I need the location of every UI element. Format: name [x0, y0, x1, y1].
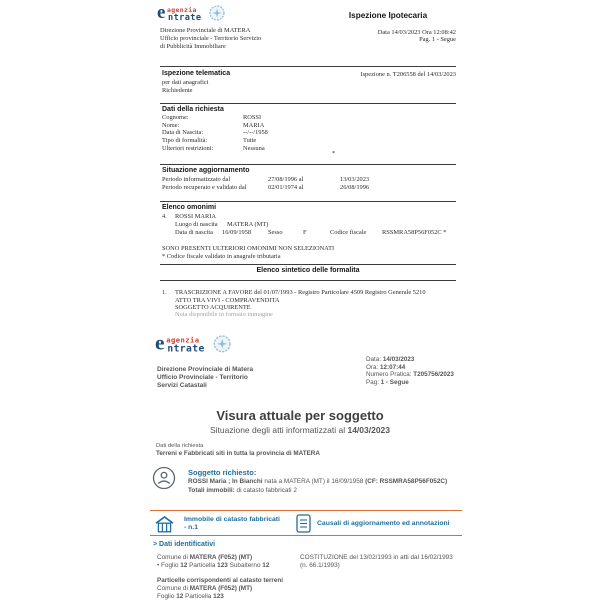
- italy-emblem-icon: [209, 5, 225, 21]
- field-value: --/--/1958: [243, 129, 268, 136]
- subject-title: Soggetto richiesto:: [188, 468, 257, 477]
- ispezione-number: Ispezione n. T206558 del 14/03/2023: [360, 71, 456, 78]
- foglio-particella-line: • Foglio 12 Particella 123 Subalterno 12: [157, 562, 270, 569]
- doc2-subtitle: [140, 425, 460, 435]
- field-row: [162, 145, 265, 152]
- doc2-office-address: [157, 366, 253, 390]
- logo-ntrate-text: ntrate: [168, 12, 202, 23]
- sex-value: F: [303, 229, 307, 236]
- period-label: Periodo informatizzato dal: [162, 176, 231, 183]
- field-row: [162, 114, 262, 121]
- doc1-office-address: [160, 27, 261, 50]
- period-from: 02/01/1974 al: [268, 184, 304, 191]
- omonimo-name: ROSSI MARIA: [175, 213, 217, 220]
- field-row: [162, 137, 257, 144]
- formalita-title: Elenco sintetico delle formalita: [256, 267, 360, 274]
- richiesta-title: Dati della richiesta: [162, 106, 224, 113]
- terreni-foglio-line: Foglio 12 Particella 123: [157, 593, 224, 600]
- formalita-line: TRASCRIZIONE A FAVORE del 01/07/1993 - Registro Particolare 4509 Registro Generale 5210: [175, 289, 426, 296]
- meta-label: Data:: [366, 356, 383, 363]
- field-value: Nessuna: [243, 145, 265, 152]
- nav-immobile-fabbricati[interactable]: Immobile di catasto fabbricati - n.1: [184, 516, 280, 531]
- meta-row: [366, 379, 454, 387]
- logo-agenzia-text: agenzia: [166, 336, 200, 345]
- fiscal-code-footnote: * Codice fiscale validato in anagrafe tributaria: [162, 253, 281, 260]
- section-rule: [160, 280, 456, 281]
- omonimo-index: 4.: [162, 213, 167, 220]
- agenzia-entrate-logo: [157, 2, 235, 28]
- subtitle-date: 14/03/2023: [347, 425, 391, 435]
- formalita-line: ATTO TRA VIVI - COMPRAVENDITA: [175, 297, 280, 304]
- meta-label: Ora:: [366, 363, 380, 371]
- meta-value: T205756/2023: [413, 371, 454, 379]
- telematica-sub1: per dati anagrafici: [162, 79, 209, 86]
- period-row: [162, 176, 370, 183]
- sex-label: Sesso: [268, 229, 283, 236]
- terreni-comune-line: Comune di MATERA (F052) (MT): [157, 585, 253, 592]
- doc1-meta: [300, 29, 456, 43]
- section-rule: [160, 201, 456, 202]
- nav-causali-aggiornamento[interactable]: Causali di aggiornamento ed annotazioni: [317, 520, 450, 527]
- period-label: Periodo recuperato e validato dal: [162, 184, 247, 191]
- meta-label: Numero Pratica:: [366, 371, 414, 379]
- logo-ntrate-text: ntrate: [167, 343, 205, 355]
- field-label: Data di Nascita:: [162, 129, 204, 136]
- meta-label: Pag:: [366, 378, 381, 386]
- birthplace-value: MATERA (MT): [227, 221, 269, 228]
- logo-e-glyph: e: [155, 331, 165, 356]
- asterisk-note: *: [332, 150, 336, 157]
- request-scope: Terreni e Fabbricati siti in tutta la provincia di MATERA: [156, 450, 320, 457]
- formalita-index: 1.: [162, 289, 167, 296]
- doc1-date-line: Data 14/03/2023 Ora 12:08:42: [377, 29, 456, 36]
- doc1-page-line: Pag. 1 - Segue: [419, 36, 456, 43]
- field-value: Tutte: [243, 137, 257, 144]
- telematica-title: Ispezione telematica: [162, 70, 231, 77]
- birthdate-label: Data di nascita: [175, 229, 213, 236]
- section-rule: [160, 264, 456, 265]
- birthplace-row: [175, 221, 269, 228]
- subject-line: ROSSI Maria ; In Bianchi nata a MATERA (MT) il 16/09/1958 (CF: RSSMRA58P56F052C): [188, 478, 448, 485]
- section-rule: [160, 66, 456, 67]
- section-rule: [160, 164, 456, 165]
- period-from: 27/08/1996 al: [268, 176, 304, 183]
- orange-rule: [150, 510, 462, 511]
- request-label: Dati della richiesta: [156, 443, 204, 449]
- office-line: Ufficio Provinciale - Territorio: [157, 374, 248, 381]
- more-omonimi-note: SONO PRESENTI ULTERIORI OMONIMI NON SELEZIONATI: [162, 245, 335, 252]
- doc2-meta: [366, 356, 454, 386]
- birthdate-row: [175, 229, 447, 236]
- orange-rule: [150, 535, 462, 536]
- meta-row: [366, 364, 454, 372]
- field-row: [162, 122, 265, 129]
- document-icon: [296, 514, 311, 533]
- doc1-title: Ispezione Ipotecaria: [348, 11, 428, 20]
- subtitle-prefix: Situazione degli atti informatizzati al: [209, 425, 348, 435]
- birthplace-label: Luogo di nascita: [175, 221, 218, 228]
- aggiornamento-title: Situazione aggiornamento: [162, 167, 250, 174]
- subject-totals: Totali immobili: di catasto fabbricati 2: [188, 487, 297, 494]
- italy-emblem-icon: [213, 335, 231, 353]
- costituzione-line: COSTITUZIONE del 13/02/1993 in atti dal 16/02/1993 (n. 66.1/1993): [300, 554, 453, 569]
- meta-value: 14/03/2023: [382, 356, 415, 363]
- field-row: [162, 129, 268, 136]
- doc2-title: Visura attuale per soggetto: [216, 408, 384, 423]
- meta-row: [366, 371, 454, 379]
- formalita-line: SOGGETTO ACQUIRENTE: [175, 304, 251, 311]
- omonimi-title: Elenco omonimi: [162, 204, 217, 211]
- field-label: Tipo di formalità:: [162, 137, 208, 144]
- period-row: [162, 184, 370, 191]
- dati-identificativi-title: > Dati identificativi: [153, 541, 216, 548]
- office-line: Direzione Provinciale di MATERA: [160, 27, 251, 34]
- logo-e-glyph: e: [157, 2, 166, 23]
- field-value: MARIA: [243, 122, 265, 129]
- comune-line: Comune di MATERA (F052) (MT): [157, 554, 253, 561]
- office-line: Servizi Catastali: [157, 382, 207, 389]
- formalita-line-cut: Nota disponibile in formato immagine: [175, 311, 273, 318]
- meta-value: 12:07:44: [380, 363, 406, 371]
- meta-value: 1 - Segue: [380, 378, 409, 386]
- office-line: Ufficio provinciale - Territorio Servizio: [160, 34, 262, 42]
- period-to: 13/03/2023: [340, 176, 370, 183]
- fiscal-code-label: Codice fiscale: [330, 229, 367, 236]
- building-icon: [154, 515, 175, 534]
- field-value: ROSSI: [243, 114, 262, 121]
- telematica-sub2: Richiedente: [162, 87, 193, 94]
- field-label: Ulteriori restrizioni:: [162, 145, 214, 152]
- field-label: Cognome:: [162, 114, 189, 121]
- particelle-terreni-title: Particelle corrispondenti al catasto terreni: [157, 577, 283, 584]
- fiscal-code-value: RSSMRA58P56F052C *: [382, 229, 447, 236]
- person-icon: [152, 466, 176, 490]
- meta-row: [366, 356, 454, 364]
- section-rule: [160, 103, 456, 104]
- agenzia-entrate-logo: [155, 331, 242, 361]
- birthdate-value: 16/09/1958: [222, 229, 252, 236]
- logo-agenzia-text: agenzia: [167, 6, 197, 14]
- office-line: di Pubblicità Immobiliare: [160, 42, 226, 50]
- omonimo-row: [162, 213, 217, 220]
- period-to: 26/08/1996: [340, 184, 370, 191]
- office-line: Direzione Provinciale di Matera: [157, 366, 254, 373]
- field-label: Nome:: [162, 122, 180, 129]
